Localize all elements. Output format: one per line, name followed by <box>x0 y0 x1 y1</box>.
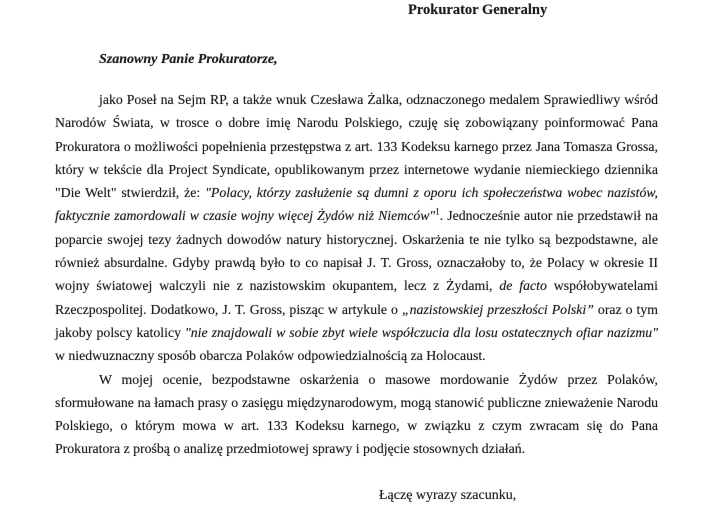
paragraph-1-continuation: współobywatelami Rzeczpospolitej. Dodatkowo, J. T. Gross, pisząc w artykule o <box>55 278 658 317</box>
paragraph-1 <box>55 88 658 368</box>
de-facto-phrase: de facto <box>499 278 547 294</box>
footnote-reference: 1 <box>435 206 440 217</box>
compassion-quote: "nie znajdowali w sobie zbyt wiele współczucia dla losu ostatecznych ofiar nazizmu" <box>184 324 658 340</box>
letter-body <box>55 88 658 461</box>
paragraph-2: W mojej ocenie, bezpodstawne oskarżenia o masowe mordowanie Żydów przez Polaków, sformułowane na łamach prasy o zasięgu międzynarodowym, mogą stanowić publiczne znieważenie Narodu Polskiego, o którym mowa w art. 133 Kodeksu karnego, w związku z czym zwracam się do Pana Prokuratora z prośbą o analizę przedmiotowej sprawy i podjęcie stosownych działań. <box>55 371 658 457</box>
paragraph-1-ending: w niedwuznaczny sposób obarcza Polaków odpowiedzialnością za Holocaust. <box>55 348 486 364</box>
paragraph-1-connector: oraz o tym jakoby polscy katolicy <box>55 301 659 340</box>
nazi-past-quote: „nazistowskiej przeszłości Polski” <box>401 301 594 317</box>
closing-line: Łączę wyrazy szacunku, <box>379 488 517 503</box>
salutation: Szanowny Panie Prokuratorze, <box>99 52 278 67</box>
recipient-line: Prokurator Generalny <box>408 2 548 18</box>
paragraph-1-opening: jako Poseł na Sejm RP, a także wnuk Czesława Żalka, odznaczonego medalem Sprawiedliwy wśród Narodów Świata, w trosce o dobre imię Narodu Polskiego, czuję się zobowiązany poinformować Pana Prokuratora o możliwości popełnienia przestępstwa z art. 133 Kodeksu karnego przez Jana Tomasza Grossa, który w tekście dla Project Syndicate, opublikowanym przez internetowe wydanie niemieckiego dziennika "Die Welt" stwierdził, że: <box>55 92 658 201</box>
paragraph-1-middle: . Jednocześnie autor nie przedstawił na poparcie swojej tezy żadnych dowodów natury historycznej. Oskarżenia te nie tylko są bezpodstawne, ale również absurdalne. Gdyby prawdą było to co napisał J. T. Gross, oznaczałoby to, że Polacy w okresie II wojny światowej walczyli nie z nazistowskim okupantem, lecz z Żydami, <box>55 208 658 294</box>
die-welt-quote: "Polacy, którzy zasłużenie są dumni z oporu ich społeczeństwa wobec nazistów, faktycznie zamordowali w czasie wojny więcej Żydów niż Niemców" <box>55 185 658 224</box>
